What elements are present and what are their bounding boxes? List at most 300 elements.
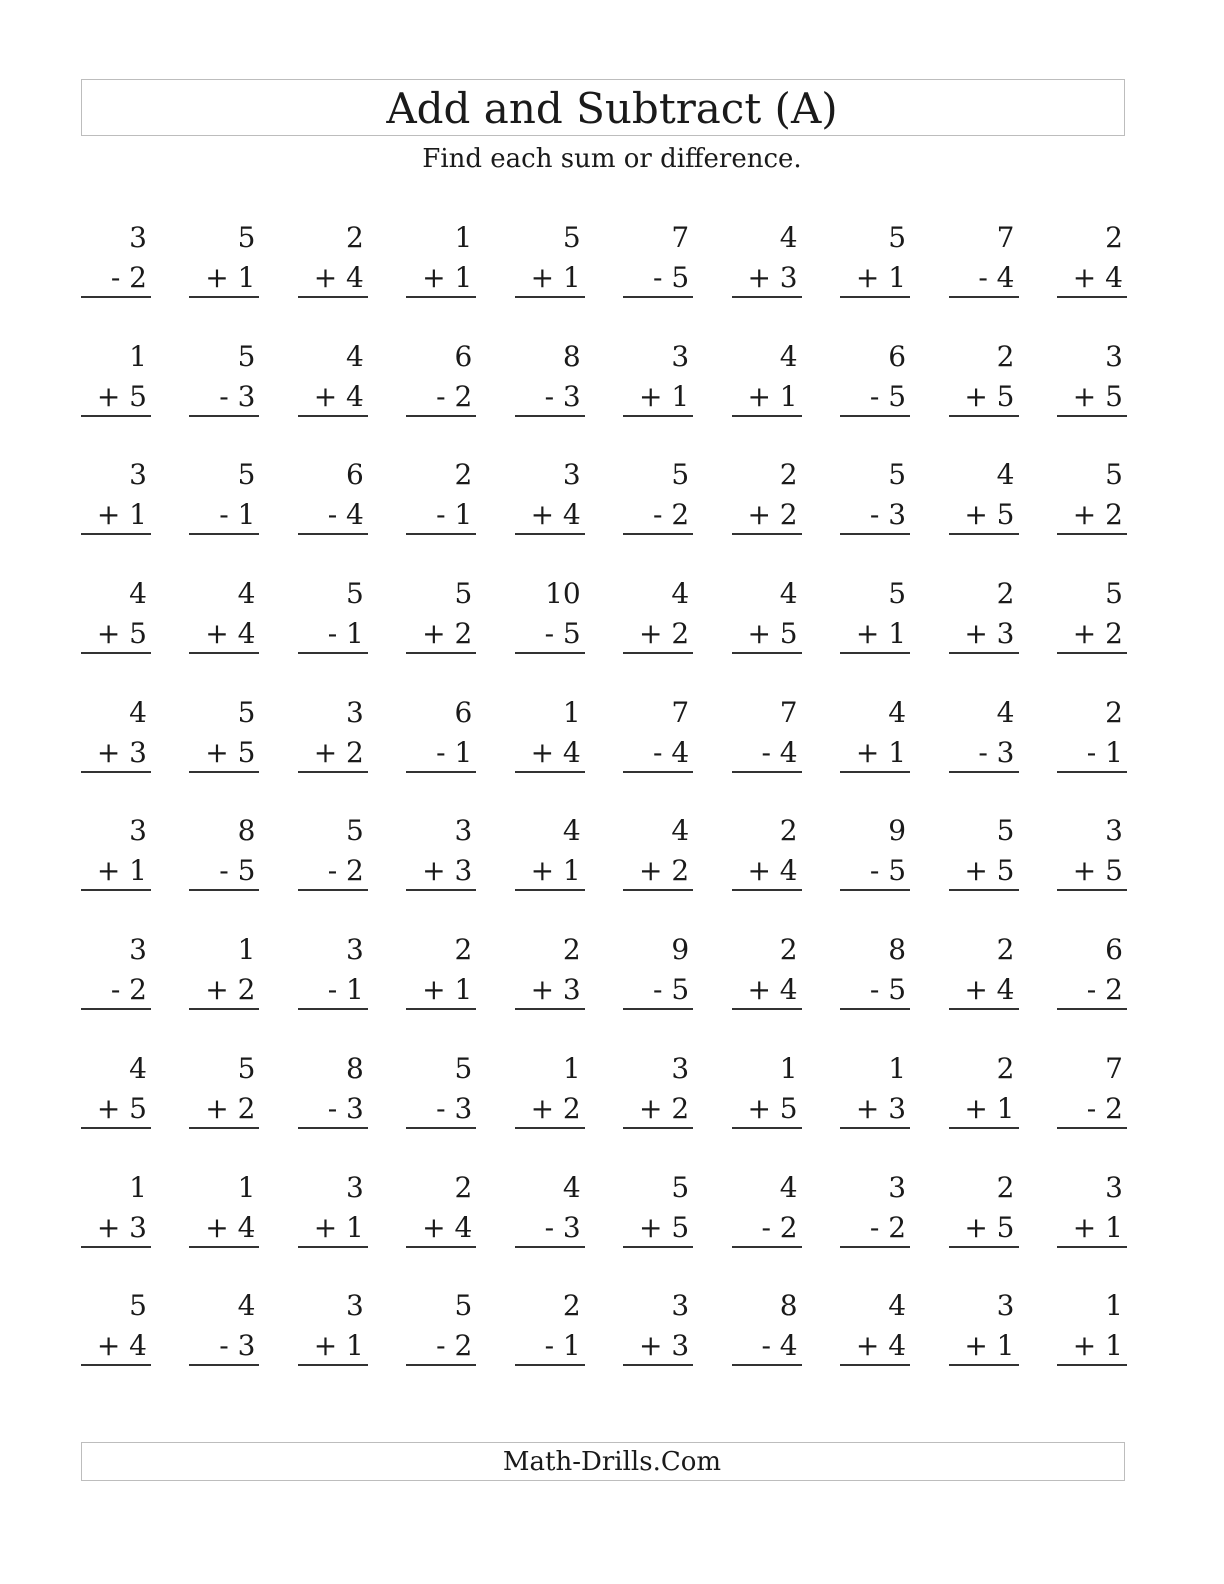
problem — [949, 691, 1019, 810]
problem — [949, 572, 1019, 691]
problem-operator-number: + 5 — [747, 617, 798, 651]
answer-line — [1057, 1246, 1127, 1248]
answer-line — [623, 1364, 693, 1366]
problem — [623, 572, 693, 691]
problem — [1057, 572, 1127, 691]
problem — [189, 1284, 259, 1403]
answer-line — [515, 1364, 585, 1366]
problem-operator-number: + 1 — [530, 854, 581, 888]
problem — [949, 928, 1019, 1047]
answer-line — [81, 1246, 151, 1248]
problem-operator-number: + 1 — [313, 1210, 364, 1244]
problem-operator-number: - 2 — [869, 1210, 907, 1244]
answer-line — [298, 533, 368, 535]
problem — [298, 1047, 368, 1166]
answer-line — [81, 1364, 151, 1366]
problem-operator-number: + 4 — [747, 854, 798, 888]
problem — [406, 335, 476, 454]
problem — [623, 216, 693, 335]
problem-operator-number: + 5 — [964, 1210, 1015, 1244]
problem — [840, 335, 910, 454]
problem-operator-number: - 2 — [653, 498, 690, 532]
problem-operator-number: - 1 — [436, 735, 473, 769]
problem-operator-number: - 1 — [1086, 735, 1123, 769]
problem — [298, 572, 368, 691]
problem-top-number: 5 — [346, 577, 364, 611]
problem — [623, 335, 693, 454]
problem-operator-number: - 3 — [327, 1091, 364, 1125]
problem-operator-number: - 3 — [544, 1210, 581, 1244]
answer-line — [81, 771, 151, 773]
problem-top-number: 1 — [237, 1170, 256, 1204]
problem — [840, 1047, 910, 1166]
answer-line — [732, 1246, 802, 1248]
problem-operator-number: + 5 — [747, 1091, 798, 1125]
answer-line — [1057, 889, 1127, 891]
problem-top-number: 4 — [779, 221, 798, 254]
problem — [840, 1284, 910, 1403]
problem-top-number: 2 — [454, 933, 473, 967]
problem-operator-number: + 5 — [1072, 854, 1123, 888]
problem-operator-number: - 3 — [869, 498, 907, 532]
problem-operator-number: - 1 — [436, 498, 473, 532]
problem — [189, 928, 259, 1047]
problem-operator-number: - 1 — [219, 498, 256, 532]
problem — [732, 809, 802, 928]
problem-operator-number: + 3 — [639, 1329, 690, 1363]
problem-top-number: 2 — [779, 933, 798, 967]
problem — [840, 1166, 910, 1285]
problem-operator-number: + 1 — [1072, 1329, 1123, 1363]
problem — [81, 1047, 151, 1166]
problem-operator-number: + 1 — [855, 261, 907, 294]
problem-top-number: 3 — [1105, 1170, 1123, 1204]
answer-line — [732, 415, 802, 417]
problem-top-number: 3 — [671, 1051, 690, 1085]
problem-top-number: 5 — [454, 1051, 473, 1085]
problem-operator-number: + 5 — [639, 1210, 690, 1244]
problem-top-number: 5 — [454, 577, 473, 611]
problem — [81, 928, 151, 1047]
answer-line — [298, 415, 368, 417]
problem-top-number: 2 — [779, 814, 798, 848]
problem — [1057, 691, 1127, 810]
problem — [949, 335, 1019, 454]
problem-top-number: 8 — [779, 1289, 798, 1323]
problem-top-number: 4 — [346, 339, 364, 373]
answer-line — [732, 652, 802, 654]
problem-top-number: 3 — [129, 221, 147, 254]
problem-operator-number: + 1 — [747, 379, 798, 413]
problem-top-number: 4 — [888, 1289, 907, 1323]
problem — [840, 453, 910, 572]
problem-operator-number: - 2 — [327, 854, 364, 888]
problem — [1057, 928, 1127, 1047]
problem-operator-number: + 1 — [422, 973, 473, 1007]
problem-top-number: 5 — [237, 458, 256, 492]
problem-operator-number: - 5 — [219, 854, 256, 888]
problem-operator-number: + 4 — [205, 1210, 256, 1244]
problem — [406, 691, 476, 810]
answer-line — [623, 771, 693, 773]
problem — [406, 928, 476, 1047]
problem-top-number: 2 — [1105, 695, 1123, 729]
problem-top-number: 6 — [1105, 933, 1123, 967]
problem-operator-number: + 1 — [96, 854, 147, 888]
problem-top-number: 1 — [237, 933, 256, 967]
problem-operator-number: + 2 — [1072, 617, 1123, 651]
problem-operator-number: + 4 — [205, 617, 256, 651]
answer-line — [840, 1008, 910, 1010]
problem-operator-number: - 2 — [110, 973, 147, 1007]
problem-top-number: 1 — [562, 1051, 581, 1085]
answer-line — [949, 652, 1019, 654]
problem-operator-number: - 3 — [544, 379, 581, 413]
problem-operator-number: - 2 — [761, 1210, 798, 1244]
problem — [81, 216, 151, 335]
problem-top-number: 1 — [129, 1170, 147, 1204]
problem-top-number: 3 — [346, 695, 364, 729]
problem-top-number: 2 — [996, 1051, 1015, 1085]
answer-line — [298, 889, 368, 891]
answer-line — [1057, 1127, 1127, 1129]
problem-top-number: 2 — [454, 1170, 473, 1204]
problem-top-number: 3 — [346, 1170, 364, 1204]
page-title: Add and Subtract (A) — [386, 84, 838, 133]
problem-operator-number: + 3 — [422, 854, 473, 888]
problem-top-number: 3 — [129, 933, 147, 967]
problem-operator-number: - 4 — [978, 261, 1015, 294]
problem-operator-number: - 1 — [327, 617, 364, 651]
problem — [840, 928, 910, 1047]
problem-operator-number: - 2 — [436, 1329, 473, 1363]
problem-operator-number: + 4 — [747, 973, 798, 1007]
problem — [81, 1284, 151, 1403]
answer-line — [81, 296, 151, 298]
problem — [623, 453, 693, 572]
problem-operator-number: - 5 — [653, 261, 690, 294]
problem — [406, 1047, 476, 1166]
problem-operator-number: - 4 — [327, 498, 364, 532]
answer-line — [732, 296, 802, 298]
answer-line — [81, 1127, 151, 1129]
answer-line — [949, 889, 1019, 891]
answer-line — [406, 771, 476, 773]
answer-line — [515, 889, 585, 891]
answer-line — [949, 296, 1019, 298]
problem-top-number: 3 — [562, 458, 581, 492]
problem-top-number: 5 — [129, 1289, 147, 1323]
problem-operator-number: + 1 — [530, 261, 581, 294]
problem — [515, 691, 585, 810]
problem — [1057, 1284, 1127, 1403]
problem-operator-number: + 5 — [205, 735, 256, 769]
answer-line — [189, 1127, 259, 1129]
problem-top-number: 4 — [129, 695, 147, 729]
answer-line — [298, 1008, 368, 1010]
problem-operator-number: + 2 — [422, 617, 473, 651]
answer-line — [732, 533, 802, 535]
problem-top-number: 1 — [779, 1051, 798, 1085]
problem-operator-number: + 1 — [422, 261, 473, 294]
problem-operator-number: + 3 — [964, 617, 1015, 651]
problem-top-number: 3 — [346, 933, 364, 967]
answer-line — [840, 652, 910, 654]
problem-top-number: 3 — [888, 1170, 907, 1204]
problem-top-number: 2 — [346, 221, 364, 254]
problem — [949, 453, 1019, 572]
problem-operator-number: + 1 — [313, 1329, 364, 1363]
answer-line — [298, 771, 368, 773]
problem-operator-number: + 5 — [964, 854, 1015, 888]
problem — [406, 1284, 476, 1403]
problem — [623, 691, 693, 810]
problem — [298, 216, 368, 335]
answer-line — [949, 533, 1019, 535]
problem-operator-number: + 2 — [1072, 498, 1123, 532]
answer-line — [189, 1246, 259, 1248]
problem — [515, 928, 585, 1047]
problem — [949, 216, 1019, 335]
answer-line — [840, 771, 910, 773]
problem — [623, 1284, 693, 1403]
answer-line — [1057, 771, 1127, 773]
answer-line — [1057, 1364, 1127, 1366]
answer-line — [298, 652, 368, 654]
problem — [515, 1166, 585, 1285]
problem — [732, 453, 802, 572]
problem — [949, 1284, 1019, 1403]
problem — [406, 1166, 476, 1285]
problem-operator-number: + 4 — [964, 973, 1015, 1007]
problem-top-number: 5 — [671, 458, 690, 492]
problem-top-number: 2 — [996, 933, 1015, 967]
answer-line — [840, 296, 910, 298]
answer-line — [1057, 296, 1127, 298]
problem — [949, 809, 1019, 928]
problem — [189, 691, 259, 810]
problem — [298, 1166, 368, 1285]
problem-top-number: 3 — [129, 814, 147, 848]
problem-top-number: 2 — [562, 933, 581, 967]
problem-operator-number: + 1 — [639, 379, 690, 413]
problem-top-number: 3 — [1105, 339, 1123, 373]
answer-line — [406, 1127, 476, 1129]
problem-top-number: 6 — [454, 339, 473, 373]
problem — [732, 928, 802, 1047]
problem — [732, 691, 802, 810]
answer-line — [623, 652, 693, 654]
problem-top-number: 5 — [562, 221, 581, 254]
problem — [298, 809, 368, 928]
problem-top-number: 2 — [562, 1289, 581, 1323]
problem-operator-number: + 5 — [96, 617, 147, 651]
answer-line — [406, 533, 476, 535]
problem-top-number: 4 — [996, 458, 1015, 492]
problem — [81, 335, 151, 454]
problem-top-number: 5 — [237, 1051, 256, 1085]
problem — [298, 691, 368, 810]
problem-operator-number: + 4 — [313, 379, 364, 413]
problem — [732, 216, 802, 335]
problem — [515, 1284, 585, 1403]
problem-top-number: 3 — [129, 458, 147, 492]
answer-line — [515, 1246, 585, 1248]
problem — [298, 335, 368, 454]
problem-top-number: 5 — [237, 339, 256, 373]
problem-top-number: 6 — [888, 339, 907, 373]
problem — [1057, 335, 1127, 454]
problem-operator-number: + 5 — [1072, 379, 1123, 413]
problem — [1057, 453, 1127, 572]
problem-operator-number: + 2 — [313, 735, 364, 769]
problem-operator-number: + 1 — [964, 1329, 1015, 1363]
problem-operator-number: + 1 — [855, 735, 907, 769]
problem-operator-number: + 4 — [530, 498, 581, 532]
problem — [732, 335, 802, 454]
problem-top-number: 1 — [454, 221, 473, 254]
answer-line — [81, 652, 151, 654]
problem — [949, 1166, 1019, 1285]
problem-operator-number: - 5 — [544, 617, 581, 651]
problem-operator-number: - 2 — [436, 379, 473, 413]
answer-line — [623, 1246, 693, 1248]
problem-top-number: 5 — [888, 458, 907, 492]
problem — [515, 1047, 585, 1166]
problem-top-number: 4 — [779, 1170, 798, 1204]
answer-line — [623, 296, 693, 298]
problem-operator-number: - 1 — [544, 1329, 581, 1363]
answer-line — [406, 652, 476, 654]
problem-operator-number: + 1 — [96, 498, 147, 532]
problem-operator-number: + 4 — [96, 1329, 147, 1363]
answer-line — [732, 1364, 802, 1366]
problem — [406, 572, 476, 691]
problem-top-number: 3 — [996, 1289, 1015, 1323]
answer-line — [189, 1008, 259, 1010]
problem — [189, 572, 259, 691]
problem-top-number: 9 — [671, 933, 690, 967]
problem-top-number: 2 — [996, 339, 1015, 373]
problem — [81, 809, 151, 928]
answer-line — [515, 652, 585, 654]
problem-operator-number: + 2 — [639, 1091, 690, 1125]
problem — [81, 1166, 151, 1285]
problem-top-number: 7 — [671, 221, 690, 254]
answer-line — [949, 1246, 1019, 1248]
answer-line — [189, 296, 259, 298]
problem-top-number: 4 — [129, 577, 147, 611]
problem-top-number: 8 — [346, 1051, 364, 1085]
footer-text: Math-Drills.Com — [502, 1447, 722, 1477]
answer-line — [515, 771, 585, 773]
answer-line — [840, 1364, 910, 1366]
problem-operator-number: + 5 — [964, 379, 1015, 413]
problem-operator-number: + 4 — [422, 1210, 473, 1244]
answer-line — [1057, 533, 1127, 535]
answer-line — [623, 889, 693, 891]
problem-top-number: 4 — [779, 577, 798, 611]
problem-operator-number: + 4 — [1072, 261, 1123, 294]
problem — [1057, 1047, 1127, 1166]
problem-top-number: 5 — [671, 1170, 690, 1204]
answer-line — [515, 415, 585, 417]
problem — [298, 453, 368, 572]
problem — [1057, 216, 1127, 335]
problem — [298, 1284, 368, 1403]
answer-line — [81, 415, 151, 417]
problem-operator-number: + 1 — [964, 1091, 1015, 1125]
problem — [840, 691, 910, 810]
answer-line — [406, 415, 476, 417]
problem — [515, 809, 585, 928]
answer-line — [732, 1127, 802, 1129]
problem — [81, 691, 151, 810]
problem — [81, 572, 151, 691]
problem-top-number: 4 — [888, 695, 907, 729]
answer-line — [81, 533, 151, 535]
problem-operator-number: + 2 — [639, 854, 690, 888]
problem-top-number: 5 — [888, 577, 907, 611]
answer-line — [1057, 415, 1127, 417]
problem-top-number: 7 — [996, 221, 1015, 254]
problem-top-number: 5 — [237, 695, 256, 729]
problem-operator-number: - 5 — [869, 379, 907, 413]
problem-top-number: 5 — [1105, 458, 1123, 492]
answer-line — [189, 415, 259, 417]
answer-line — [298, 1246, 368, 1248]
answer-line — [949, 415, 1019, 417]
answer-line — [298, 296, 368, 298]
answer-line — [406, 1008, 476, 1010]
problem-top-number: 4 — [996, 695, 1015, 729]
problem-top-number: 1 — [562, 695, 581, 729]
answer-line — [949, 1127, 1019, 1129]
problem-top-number: 10 — [545, 577, 581, 611]
answer-line — [949, 1364, 1019, 1366]
answer-line — [840, 533, 910, 535]
problem — [298, 928, 368, 1047]
problem — [1057, 809, 1127, 928]
problem — [81, 453, 151, 572]
problem-operator-number: - 5 — [869, 854, 907, 888]
answer-line — [406, 1364, 476, 1366]
answer-line — [189, 1364, 259, 1366]
problem-top-number: 2 — [454, 458, 473, 492]
answer-line — [515, 296, 585, 298]
problem-operator-number: + 3 — [747, 261, 798, 294]
answer-line — [189, 889, 259, 891]
problem-operator-number: - 3 — [219, 1329, 256, 1363]
problem-top-number: 4 — [237, 1289, 256, 1323]
problem-operator-number: + 3 — [96, 735, 147, 769]
answer-line — [623, 1127, 693, 1129]
problem-operator-number: - 4 — [653, 735, 690, 769]
problem-operator-number: + 2 — [639, 617, 690, 651]
problem-grid — [81, 216, 1125, 1403]
problem-operator-number: + 1 — [1072, 1210, 1123, 1244]
answer-line — [840, 1127, 910, 1129]
answer-line — [515, 1127, 585, 1129]
answer-line — [1057, 652, 1127, 654]
answer-line — [732, 889, 802, 891]
problem-operator-number: - 2 — [110, 261, 147, 294]
problem-operator-number: - 2 — [1086, 1091, 1123, 1125]
problem — [189, 335, 259, 454]
answer-line — [298, 1364, 368, 1366]
answer-line — [406, 296, 476, 298]
answer-line — [840, 415, 910, 417]
